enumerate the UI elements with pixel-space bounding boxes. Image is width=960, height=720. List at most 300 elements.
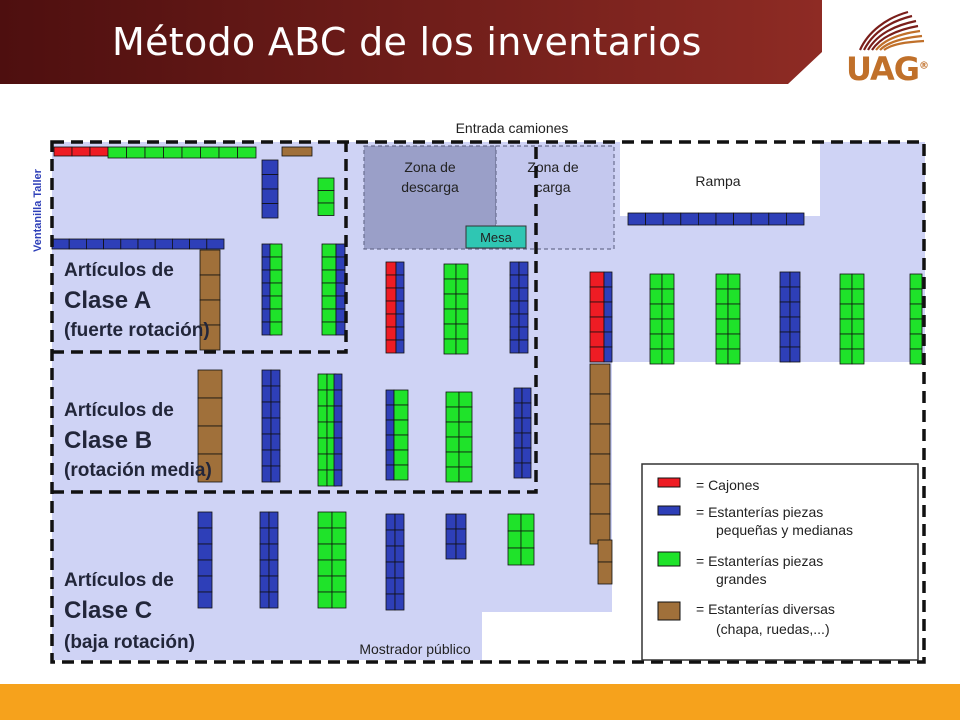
grandes-shelf-cell: [394, 465, 408, 480]
diversas-shelf-cell: [590, 364, 610, 394]
pequenas-shelf-cell: [260, 544, 269, 560]
pequenas-shelf-cell: [510, 327, 519, 340]
mesa-label: Mesa: [480, 230, 512, 245]
grandes-shelf-cell: [394, 420, 408, 435]
legend: [642, 464, 918, 660]
grandes-shelf-cell: [716, 319, 728, 334]
svg-text:grandes: grandes: [716, 571, 767, 587]
grandes-shelf-cell: [446, 467, 459, 482]
pequenas-shelf-cell: [262, 160, 278, 175]
diversas-shelf-cell: [198, 398, 222, 426]
grandes-shelf-cell: [650, 319, 662, 334]
pequenas-shelf-cell: [386, 450, 394, 465]
grandes-shelf-cell: [456, 309, 468, 324]
pequenas-shelf-cell: [510, 314, 519, 327]
grandes-shelf-cell: [728, 334, 740, 349]
svg-text:= Estanterías piezas: = Estanterías piezas: [696, 553, 824, 569]
pequenas-shelf-cell: [269, 528, 278, 544]
cajones-shelf-cell: [386, 314, 396, 327]
pequenas-row-a-cell: [69, 239, 86, 249]
grandes-shelf-cell: [322, 257, 336, 270]
cajones-shelf-cell: [590, 332, 604, 347]
grandes-strip-cell: [219, 147, 238, 158]
pequenas-shelf-cell: [604, 317, 612, 332]
diversas-shelf-cell: [198, 370, 222, 398]
pequenas-shelf-cell: [446, 514, 456, 529]
grandes-shelf-cell: [716, 289, 728, 304]
grandes-shelf-cell: [444, 294, 456, 309]
pequenas-shelf-cell: [522, 388, 531, 403]
pequenas-shelf-cell: [604, 347, 612, 362]
pequenas-shelf-cell: [336, 257, 345, 270]
grandes-shelf-cell: [662, 289, 674, 304]
pequenas-shelf-cell: [510, 275, 519, 288]
pequenas-shelf-cell: [395, 578, 404, 594]
zona-descarga-label-2: descarga: [401, 179, 459, 195]
grandes-shelf-cell: [456, 294, 468, 309]
grandes-shelf-cell: [728, 274, 740, 289]
pequenas-shelf-cell: [456, 529, 466, 544]
grandes-shelf-cell: [322, 244, 336, 257]
pequenas-row-a-cell: [86, 239, 103, 249]
pequenas-shelf-cell: [262, 386, 271, 402]
pequenas-shelf-cell: [269, 512, 278, 528]
grandes-shelf-cell: [332, 576, 346, 592]
zona-carga-label-1: Zona de: [527, 159, 579, 175]
grandes-shelf-cell: [446, 452, 459, 467]
pequenas-shelf-cell: [519, 275, 528, 288]
grandes-shelf-cell: [456, 339, 468, 354]
pequenas-row-rampa-cell: [663, 213, 681, 225]
grandes-shelf-cell: [728, 304, 740, 319]
pequenas-shelf-cell: [334, 438, 342, 454]
grandes-shelf-cell: [318, 454, 327, 470]
cajones-shelf-cell: [590, 317, 604, 332]
grandes-shelf-cell: [270, 244, 282, 257]
pequenas-shelf-cell: [262, 189, 278, 204]
pequenas-shelf-cell: [604, 332, 612, 347]
grandes-shelf-cell: [444, 264, 456, 279]
pequenas-shelf-cell: [386, 405, 394, 420]
grandes-strip-cell: [164, 147, 183, 158]
svg-text:= Cajones: = Cajones: [696, 477, 760, 493]
cajones-shelf-cell: [386, 327, 396, 340]
grandes-shelf-cell: [728, 319, 740, 334]
pequenas-shelf-cell: [269, 576, 278, 592]
grandes-shelf-cell: [456, 264, 468, 279]
svg-text:Clase A: Clase A: [64, 287, 152, 314]
pequenas-shelf-cell: [514, 418, 522, 433]
grandes-shelf-cell: [459, 422, 472, 437]
grandes-shelf-cell: [716, 349, 728, 364]
pequenas-shelf-cell: [260, 592, 269, 608]
grandes-shelf-cell: [446, 437, 459, 452]
grandes-shelf-cell: [662, 349, 674, 364]
grandes-shelf-cell: [650, 304, 662, 319]
grandes-shelf-cell: [270, 270, 282, 283]
grandes-shelf-cell: [318, 528, 332, 544]
cajones-shelf-cell: [590, 347, 604, 362]
pequenas-shelf-cell: [604, 302, 612, 317]
pequenas-shelf-cell: [262, 450, 271, 466]
pequenas-shelf-cell: [514, 433, 522, 448]
cajones-shelf-cell: [386, 275, 396, 288]
pequenas-shelf-cell: [334, 454, 342, 470]
grandes-shelf-cell: [910, 319, 922, 334]
cajones-shelf-cell: [590, 302, 604, 317]
grandes-strip-cell: [238, 147, 257, 158]
grandes-shelf-cell: [662, 334, 674, 349]
pequenas-shelf-cell: [271, 386, 280, 402]
grandes-shelf-cell: [459, 407, 472, 422]
grandes-shelf-cell: [662, 319, 674, 334]
pequenas-row-a-cell: [52, 239, 69, 249]
pequenas-shelf-cell: [336, 270, 345, 283]
pequenas-shelf-cell: [334, 390, 342, 406]
grandes-shelf-cell: [444, 324, 456, 339]
pequenas-shelf-cell: [519, 262, 528, 275]
pequenas-shelf-cell: [336, 283, 345, 296]
pequenas-row-a-cell: [207, 239, 224, 249]
pequenas-shelf-cell: [198, 544, 212, 560]
diversas-shelf-cell: [590, 484, 610, 514]
pequenas-shelf-cell: [198, 528, 212, 544]
grandes-strip-cell: [182, 147, 201, 158]
entrada-camiones-label: Entrada camiones: [455, 120, 569, 136]
pequenas-row-rampa-cell: [751, 213, 769, 225]
grandes-shelf-cell: [840, 334, 852, 349]
slide-title: Método ABC de los inventarios: [112, 20, 702, 64]
diversas-shelf-cell: [590, 454, 610, 484]
grandes-shelf-cell: [716, 274, 728, 289]
pequenas-shelf-cell: [260, 576, 269, 592]
pequenas-shelf-cell: [396, 327, 404, 340]
diversas-shelf-cell: [590, 394, 610, 424]
pequenas-shelf-cell: [386, 465, 394, 480]
grandes-shelf-cell: [910, 304, 922, 319]
grandes-shelf-cell: [318, 203, 334, 216]
pequenas-row-rampa-cell: [681, 213, 699, 225]
grandes-shelf-cell: [332, 528, 346, 544]
grandes-shelf-cell: [270, 257, 282, 270]
zona-descarga-label-1: Zona de: [404, 159, 456, 175]
pequenas-shelf-cell: [262, 434, 271, 450]
grandes-shelf-cell: [650, 334, 662, 349]
grandes-shelf-cell: [728, 349, 740, 364]
pequenas-shelf-cell: [446, 529, 456, 544]
pequenas-shelf-cell: [780, 302, 790, 317]
pequenas-shelf-cell: [386, 594, 395, 610]
grandes-shelf-cell: [270, 296, 282, 309]
pequenas-shelf-cell: [262, 466, 271, 482]
diversas-shelf-cell: [200, 250, 220, 275]
pequenas-shelf-cell: [396, 275, 404, 288]
pequenas-shelf-cell: [780, 332, 790, 347]
pequenas-shelf-cell: [780, 317, 790, 332]
pequenas-row-a-cell: [104, 239, 121, 249]
mostrador-publico-label: Mostrador público: [359, 641, 471, 657]
svg-text:pequeñas y medianas: pequeñas y medianas: [716, 522, 853, 538]
pequenas-shelf-cell: [510, 288, 519, 301]
pequenas-shelf-cell: [271, 370, 280, 386]
pequenas-row-rampa-cell: [786, 213, 804, 225]
pequenas-shelf-cell: [522, 433, 531, 448]
grandes-strip-cell: [108, 147, 127, 158]
grandes-shelf-cell: [318, 178, 334, 191]
pequenas-shelf-cell: [519, 314, 528, 327]
grandes-shelf-cell: [394, 390, 408, 405]
grandes-shelf-cell: [456, 279, 468, 294]
svg-text:Clase C: Clase C: [64, 597, 153, 624]
pequenas-shelf-cell: [336, 322, 345, 335]
cajones-shelf-cell: [386, 340, 396, 353]
pequenas-shelf-cell: [790, 272, 800, 287]
pequenas-shelf-cell: [269, 560, 278, 576]
pequenas-shelf-cell: [396, 288, 404, 301]
grandes-shelf-cell: [910, 289, 922, 304]
pequenas-row-a-cell: [121, 239, 138, 249]
grandes-shelf-cell: [394, 450, 408, 465]
grandes-shelf-cell: [521, 514, 534, 531]
grandes-shelf-cell: [459, 392, 472, 407]
pequenas-shelf-cell: [336, 309, 345, 322]
pequenas-shelf-cell: [456, 544, 466, 559]
pequenas-row-rampa-cell: [716, 213, 734, 225]
grandes-shelf-cell: [332, 592, 346, 608]
pequenas-shelf-cell: [790, 302, 800, 317]
pequenas-shelf-cell: [198, 560, 212, 576]
pequenas-shelf-cell: [780, 287, 790, 302]
pequenas-shelf-cell: [334, 406, 342, 422]
pequenas-shelf-cell: [790, 347, 800, 362]
pequenas-row-rampa-cell: [646, 213, 664, 225]
grandes-shelf-cell: [662, 274, 674, 289]
grandes-shelf-cell: [840, 349, 852, 364]
pequenas-shelf-cell: [395, 562, 404, 578]
grandes-shelf-cell: [444, 279, 456, 294]
grandes-shelf-cell: [394, 435, 408, 450]
grandes-shelf-cell: [318, 592, 332, 608]
grandes-shelf-cell: [332, 512, 346, 528]
pequenas-shelf-cell: [386, 546, 395, 562]
svg-text:(chapa, ruedas,...): (chapa, ruedas,...): [716, 621, 830, 637]
grandes-shelf-cell: [910, 274, 922, 289]
pequenas-row-a-cell: [155, 239, 172, 249]
pequenas-shelf-cell: [510, 340, 519, 353]
grandes-shelf-cell: [322, 283, 336, 296]
grandes-shelf-cell: [716, 304, 728, 319]
diversas-shelf-cell: [200, 275, 220, 300]
grandes-shelf-cell: [650, 349, 662, 364]
pequenas-row-a-cell: [190, 239, 207, 249]
grandes-shelf-cell: [840, 274, 852, 289]
grandes-shelf-cell: [716, 334, 728, 349]
cajones-strip-cell: [54, 147, 72, 156]
pequenas-shelf-cell: [386, 562, 395, 578]
pequenas-shelf-cell: [262, 418, 271, 434]
pequenas-shelf-cell: [198, 512, 212, 528]
cajones-shelf-cell: [386, 288, 396, 301]
diversas-top-cell: [282, 147, 312, 156]
pequenas-shelf-cell: [519, 327, 528, 340]
svg-text:Artículos de: Artículos de: [64, 570, 174, 591]
pequenas-shelf-cell: [519, 288, 528, 301]
grandes-shelf-cell: [521, 548, 534, 565]
diversas-shelf-cell: [590, 514, 610, 544]
svg-text:Clase B: Clase B: [64, 427, 153, 454]
pequenas-shelf-cell: [519, 301, 528, 314]
pequenas-shelf-cell: [519, 340, 528, 353]
grandes-shelf-cell: [852, 289, 864, 304]
pequenas-shelf-cell: [514, 388, 522, 403]
grandes-shelf-cell: [394, 405, 408, 420]
pequenas-shelf-cell: [790, 287, 800, 302]
pequenas-shelf-cell: [334, 422, 342, 438]
pequenas-shelf-cell: [269, 592, 278, 608]
diversas-shelf-cell: [590, 424, 610, 454]
grandes-shelf-cell: [662, 304, 674, 319]
cajones-shelf-cell: [386, 301, 396, 314]
pequenas-shelf-cell: [386, 578, 395, 594]
pequenas-shelf-cell: [395, 530, 404, 546]
cajones-shelf-cell: [386, 262, 396, 275]
cajones-strip-cell: [72, 147, 90, 156]
pequenas-shelf-cell: [446, 544, 456, 559]
pequenas-shelf-cell: [269, 544, 278, 560]
grandes-shelf-cell: [852, 274, 864, 289]
pequenas-shelf-cell: [514, 448, 522, 463]
grandes-strip-cell: [127, 147, 146, 158]
pequenas-shelf-cell: [780, 347, 790, 362]
pequenas-shelf-cell: [262, 370, 271, 386]
svg-text:(baja rotación): (baja rotación): [64, 632, 195, 653]
grandes-shelf-cell: [508, 514, 521, 531]
grandes-shelf-cell: [332, 544, 346, 560]
pequenas-shelf-cell: [456, 514, 466, 529]
diversas-shelf-cell: [198, 426, 222, 454]
pequenas-shelf-cell: [396, 301, 404, 314]
grandes-shelf-cell: [270, 322, 282, 335]
grandes-shelf-cell: [322, 296, 336, 309]
grandes-shelf-cell: [459, 452, 472, 467]
pequenas-shelf-cell: [522, 463, 531, 478]
grandes-shelf-cell: [650, 289, 662, 304]
svg-text:Artículos de: Artículos de: [64, 400, 174, 421]
diversas-shelf-cell: [598, 562, 612, 584]
cajones-strip-cell: [90, 147, 108, 156]
grandes-shelf-cell: [446, 407, 459, 422]
grandes-shelf-cell: [508, 531, 521, 548]
pequenas-shelf-cell: [604, 287, 612, 302]
grandes-shelf-cell: [270, 309, 282, 322]
pequenas-shelf-cell: [262, 402, 271, 418]
pequenas-shelf-cell: [396, 314, 404, 327]
grandes-shelf-cell: [910, 349, 922, 364]
grandes-shelf-cell: [444, 309, 456, 324]
grandes-shelf-cell: [852, 304, 864, 319]
rampa-label: Rampa: [695, 173, 741, 189]
svg-text:(fuerte rotación): (fuerte rotación): [64, 320, 210, 341]
svg-text:= Estanterías diversas: = Estanterías diversas: [696, 601, 835, 617]
pequenas-shelf-cell: [271, 466, 280, 482]
grandes-shelf-cell: [318, 470, 327, 486]
pequenas-row-rampa-cell: [628, 213, 646, 225]
grandes-shelf-cell: [840, 319, 852, 334]
grandes-shelf-cell: [910, 334, 922, 349]
logo-text: UAG®: [846, 50, 929, 88]
grandes-shelf-cell: [318, 390, 327, 406]
pequenas-shelf-cell: [386, 420, 394, 435]
diversas-shelf-cell: [598, 540, 612, 562]
grandes-shelf-cell: [852, 319, 864, 334]
pequenas-shelf-cell: [271, 434, 280, 450]
pequenas-shelf-cell: [336, 244, 345, 257]
grandes-shelf-cell: [318, 560, 332, 576]
pequenas-shelf-cell: [260, 560, 269, 576]
cajones-shelf-cell: [590, 287, 604, 302]
footer-band: [0, 684, 960, 720]
pequenas-shelf-cell: [386, 435, 394, 450]
pequenas-shelf-cell: [336, 296, 345, 309]
pequenas-shelf-cell: [514, 463, 522, 478]
pequenas-row-a-cell: [172, 239, 189, 249]
grandes-shelf-cell: [322, 309, 336, 322]
pequenas-shelf-cell: [262, 204, 278, 219]
grandes-shelf-cell: [318, 544, 332, 560]
pequenas-shelf-cell: [395, 546, 404, 562]
grandes-shelf-cell: [459, 437, 472, 452]
svg-text:(rotación media): (rotación media): [64, 460, 212, 481]
pequenas-shelf-cell: [271, 402, 280, 418]
pequenas-shelf-cell: [334, 374, 342, 390]
grandes-shelf-cell: [444, 339, 456, 354]
grandes-shelf-cell: [270, 283, 282, 296]
pequenas-shelf-cell: [334, 470, 342, 486]
grandes-shelf-cell: [318, 191, 334, 204]
grandes-shelf-cell: [318, 374, 327, 390]
grandes-shelf-cell: [521, 531, 534, 548]
pequenas-shelf-cell: [395, 594, 404, 610]
grandes-shelf-cell: [318, 438, 327, 454]
grandes-shelf-cell: [852, 334, 864, 349]
pequenas-shelf-cell: [271, 450, 280, 466]
pequenas-shelf-cell: [780, 272, 790, 287]
zona-carga-label-2: carga: [535, 179, 571, 195]
pequenas-row-rampa-cell: [734, 213, 752, 225]
pequenas-row-rampa-cell: [698, 213, 716, 225]
grandes-strip-cell: [201, 147, 220, 158]
pequenas-shelf-cell: [260, 512, 269, 528]
pequenas-shelf-cell: [395, 514, 404, 530]
svg-text:= Estanterías piezas: = Estanterías piezas: [696, 504, 824, 520]
pequenas-shelf-cell: [198, 592, 212, 608]
grandes-shelf-cell: [322, 270, 336, 283]
pequenas-shelf-cell: [271, 418, 280, 434]
ventanilla-taller-label: Ventanilla Taller: [32, 169, 44, 252]
grandes-shelf-cell: [318, 422, 327, 438]
pequenas-shelf-cell: [386, 390, 394, 405]
grandes-shelf-cell: [446, 422, 459, 437]
grandes-shelf-cell: [318, 576, 332, 592]
pequenas-shelf-cell: [522, 418, 531, 433]
grandes-shelf-cell: [840, 304, 852, 319]
pequenas-shelf-cell: [514, 403, 522, 418]
pequenas-shelf-cell: [790, 317, 800, 332]
grandes-shelf-cell: [650, 274, 662, 289]
grandes-shelf-cell: [459, 467, 472, 482]
pequenas-shelf-cell: [510, 301, 519, 314]
pequenas-shelf-cell: [260, 528, 269, 544]
